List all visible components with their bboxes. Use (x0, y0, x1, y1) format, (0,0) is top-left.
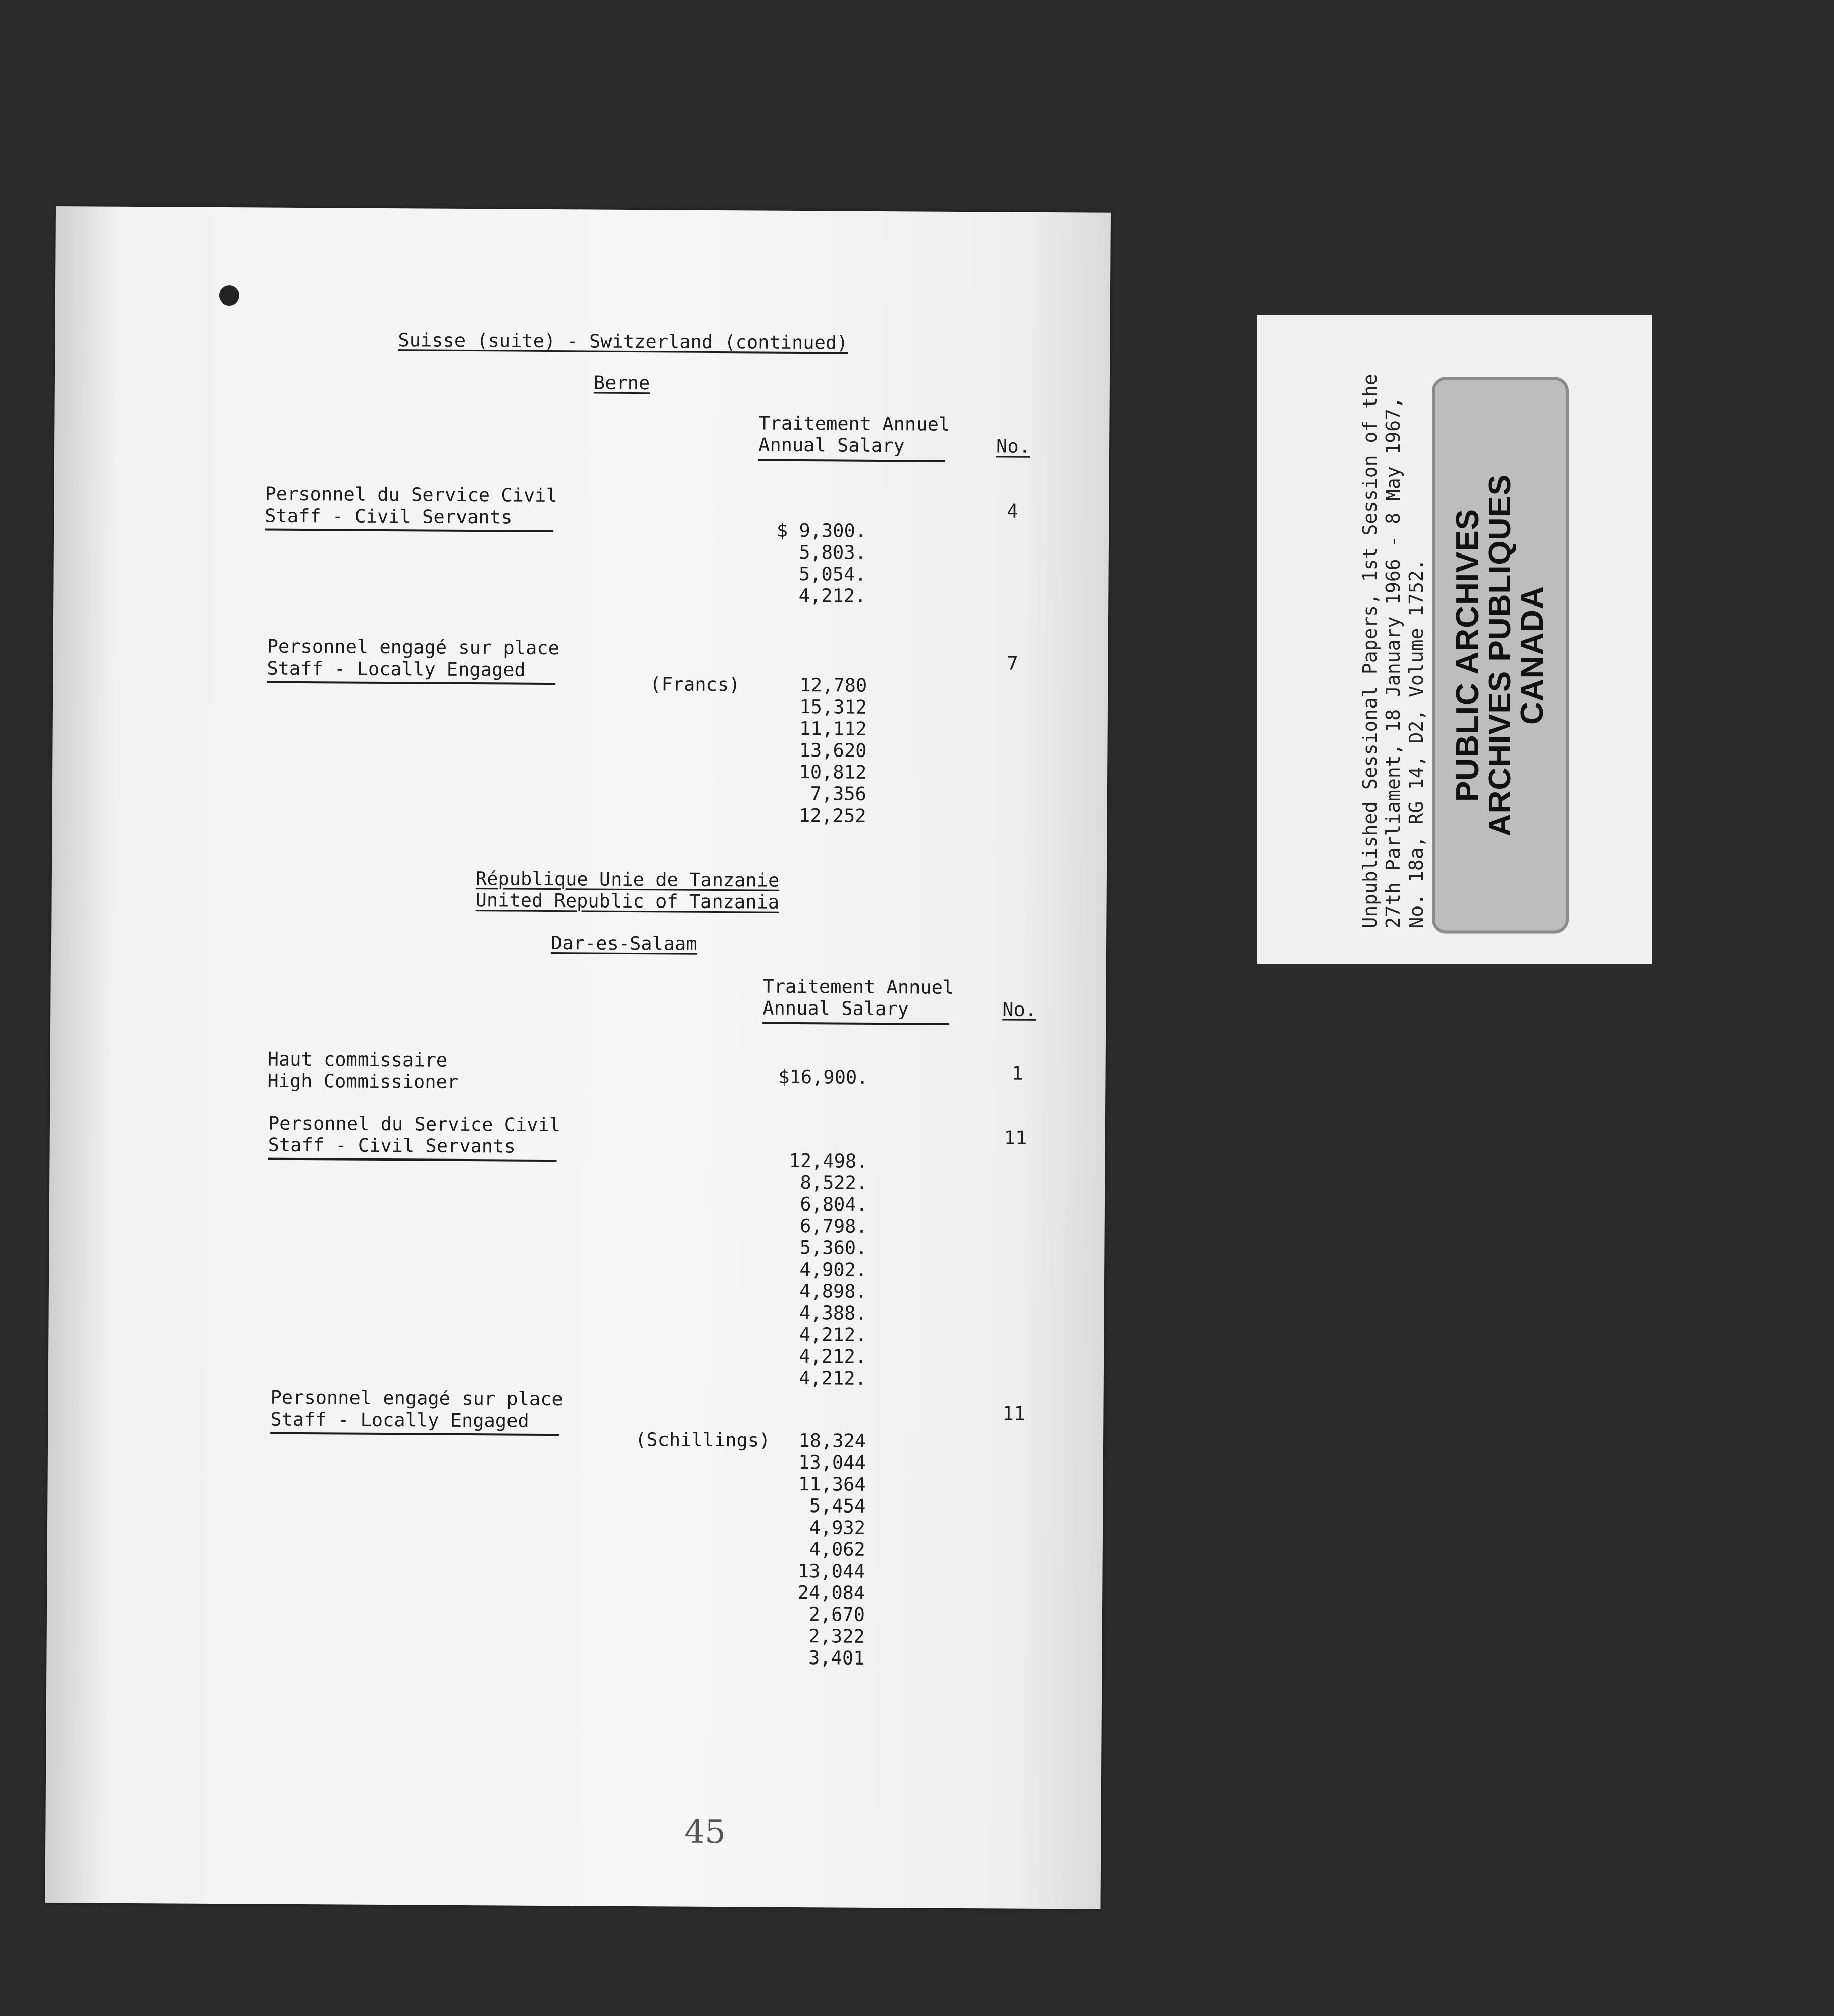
citation-line: Unpublished Sessional Papers, 1st Session of the (1359, 373, 1381, 928)
salary-value: $16,900. (778, 1066, 869, 1088)
header-underline (758, 459, 945, 462)
salary-value: 6,804. (800, 1193, 868, 1216)
group-underline (265, 529, 553, 532)
no-header: No. (1002, 998, 1037, 1021)
salary-value: 4,932 (809, 1517, 866, 1539)
group-label-en: Staff - Civil Servants (265, 505, 513, 528)
group-label-en: Staff - Civil Servants (268, 1134, 516, 1157)
salary-value: 11,112 (799, 718, 867, 740)
salary-value: 12,780 (799, 674, 868, 696)
document-page (45, 206, 1110, 1909)
group-count: 4 (1007, 500, 1018, 522)
no-header: No. (996, 435, 1031, 458)
country-fr: République Unie de Tanzanie (475, 868, 780, 891)
salary-value: 4,388. (799, 1302, 867, 1324)
citation-line: 27th Parliament, 18 January 1966 - 8 May 1967, (1382, 396, 1404, 928)
currency-label: (Schillings) (635, 1429, 771, 1451)
currency-label: (Francs) (650, 673, 740, 696)
salary-value: 8,522. (800, 1172, 868, 1194)
city-dar-es-salaam: Dar-es-Salaam (550, 932, 697, 955)
salary-value: 12,252 (798, 804, 867, 827)
salary-value: 4,062 (809, 1538, 865, 1560)
page-number: 45 (684, 1813, 726, 1851)
salary-value: 4,212. (799, 1367, 867, 1389)
group-underline (267, 681, 555, 685)
group-label-fr: Personnel engagé sur place (267, 635, 559, 660)
salary-value: 4,898. (799, 1280, 868, 1302)
salary-header-fr: Traitement Annuel (758, 412, 950, 435)
salary-value: 5,360. (799, 1237, 868, 1259)
group-label-fr: Personnel du Service Civil (265, 483, 557, 507)
header-underline (762, 1022, 949, 1025)
group-label-fr: Personnel engagé sur place (270, 1386, 563, 1410)
salary-value: 13,620 (799, 739, 867, 762)
archive-card-content (1257, 315, 1652, 964)
archive-citation (1358, 322, 1428, 928)
group-count: 11 (1002, 1402, 1026, 1425)
group-count: 7 (1007, 652, 1018, 674)
salary-value: 24,084 (797, 1582, 865, 1604)
salary-header-en: Annual Salary (762, 997, 909, 1020)
salary-value: 4,212. (799, 1345, 867, 1368)
salary-value: 4,212. (799, 1324, 867, 1346)
salary-value: 13,044 (798, 1451, 866, 1474)
salary-value: $ 9,300. (776, 519, 867, 542)
salary-value: 5,454 (809, 1495, 866, 1517)
salary-list (642, 1429, 866, 1669)
salary-value: 2,670 (808, 1603, 865, 1626)
page-heading: Suisse (suite) - Switzerland (continued) (398, 329, 848, 354)
salary-value: 18,324 (798, 1430, 867, 1452)
stamp-line: PUBLIC ARCHIVES (1450, 508, 1485, 802)
salary-list (644, 1149, 868, 1389)
stamp-line: ARCHIVES PUBLIQUES (1483, 474, 1517, 836)
group-label-en: Staff - Locally Engaged (267, 657, 526, 681)
group-underline (270, 1432, 559, 1436)
salary-value: 4,212. (798, 585, 867, 607)
salary-value: 5,803. (799, 541, 867, 564)
salary-value: 4,902. (799, 1258, 868, 1281)
group-count: 1 (1011, 1062, 1023, 1084)
salary-value: 11,364 (798, 1473, 866, 1495)
country-en: United Republic of Tanzania (475, 889, 780, 913)
salary-value: 13,044 (797, 1560, 865, 1582)
group-count: 11 (1004, 1127, 1027, 1149)
group-underline (268, 1158, 556, 1162)
salary-list (646, 1065, 868, 1088)
salary-list (644, 673, 868, 827)
citation-line: No. 18a, RG 14, D2, Volume 1752. (1405, 558, 1428, 928)
salary-list (644, 519, 867, 607)
group-label-fr: Haut commissaire (267, 1048, 448, 1071)
salary-value: 12,498. (789, 1149, 868, 1172)
archive-card (1257, 315, 1652, 964)
salary-value: 3,401 (808, 1647, 865, 1669)
salary-value: 2,322 (808, 1625, 865, 1647)
archives-stamp (1432, 377, 1569, 933)
salary-value: 7,356 (810, 783, 867, 805)
salary-value: 15,312 (799, 696, 868, 718)
salary-header-fr: Traitement Annuel (762, 975, 954, 998)
punch-hole (219, 285, 239, 306)
salary-value: 5,054. (798, 563, 867, 585)
city-berne: Berne (593, 372, 650, 394)
stamp-line: CANADA (1515, 585, 1550, 725)
salary-header-en: Annual Salary (758, 434, 905, 457)
group-label-en: High Commissioner (267, 1070, 459, 1093)
group-label-fr: Personnel du Service Civil (268, 1112, 561, 1136)
group-label-en: Staff - Locally Engaged (270, 1408, 529, 1432)
salary-value: 6,798. (799, 1215, 868, 1237)
salary-value: 10,812 (799, 761, 867, 783)
